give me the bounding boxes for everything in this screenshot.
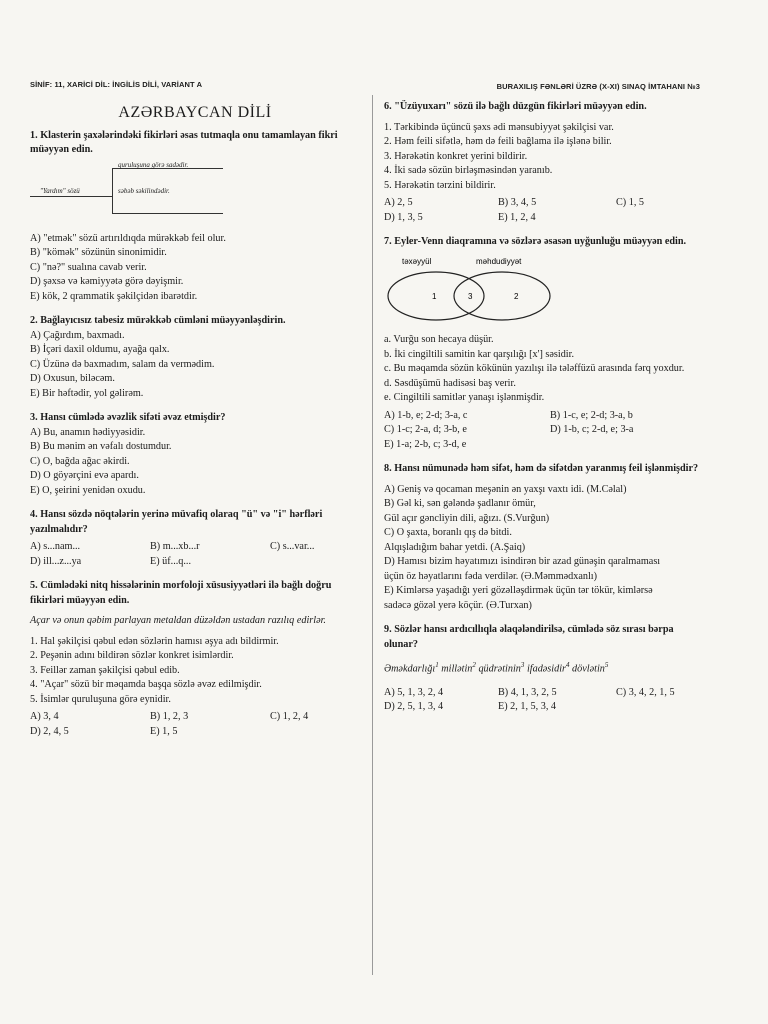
option[interactable]: D) 2, 5, 1, 3, 4 [384,701,444,713]
header-right: BURAXILIŞ FƏNLƏRİ ÜZRƏ (X-XI) SINAQ İMTAHANI №3 [496,82,700,91]
word: Əməkdarlığı [384,663,436,675]
option[interactable]: B) Bu mənim ən vəfalı dostumdur. [30,441,172,452]
option[interactable]: E) Bir həftədir, yol gəlirəm. [30,387,144,399]
word-number: 5 [604,661,609,669]
option[interactable]: C) "nə?" sualına cavab verir. [30,261,147,273]
option[interactable]: B) 4, 1, 3, 2, 5 [498,686,557,698]
question-4 [30,508,360,569]
option-continuation: sadəcə gözəl yerə köçür. (Ə.Turxan) [384,599,532,611]
options-grid [384,409,702,453]
option[interactable]: A) 2, 5 [384,197,413,208]
question-text: 4. Hansı sözdə nöqtələrin yerinə müvafiq olaraq "ü" və "i" hərfləri yazılmalıdır? [30,509,323,535]
cluster-scheme [30,162,360,224]
scheme-top-label: quruluşuna görə sadədir. [118,160,189,169]
option-continuation: üçün öz həyatlarını fəda verdilər. (Ə.Məmmədxanlı) [384,570,598,582]
word-number: 2 [472,661,476,669]
word-list [384,658,702,677]
column-divider [372,95,373,975]
options-grid [384,196,702,225]
subject-title: AZƏRBAYCAN DİLİ [118,104,272,121]
word: dövlətin [572,663,605,675]
statement: 1. Tərkibində üçüncü şəxs ədi mənsubiyyət şəkilçisi var. [384,121,614,133]
word-number: 1 [435,661,439,669]
question-3 [30,411,360,498]
option-continuation: Alqışladığım bahar yetdi. (A.Şaiq) [384,541,526,553]
option[interactable]: E) 1, 2, 4 [498,211,536,223]
statement: 5. Hərəkətin tərzini bildirir. [384,179,496,191]
option[interactable]: E) 1, 5 [150,725,178,737]
question-text: 3. Hansı cümlədə əvəzlik sifəti əvəz etmişdir? [30,412,226,423]
option[interactable]: A) 3, 4 [30,711,59,722]
option[interactable]: A) 1-b, e; 2-d; 3-a, c [384,409,468,421]
question-1 [30,129,360,305]
venn-left-label: təxəyyül [402,256,432,266]
word-number: 3 [520,661,525,669]
statement: a. Vurğu son hecaya düşür. [384,334,494,345]
word: qüdrətinin [478,663,521,675]
word: ifadəsidir [526,663,566,675]
option[interactable]: E) Kimlərsə yaşadığı yeri gözəlləşdirmək üçün tər tökür, kimlərsə [384,585,653,596]
header-left: SİNİF: 11, XARİCİ DİL: İNGİLİS DİLİ, VARİANT A [30,80,203,89]
question-intro: Açar və onun qəbim parlayan metaldan düzəldən ustadan razılıq edirlər. [30,615,326,626]
option[interactable]: C) 1-c; 2-a, d; 3-b, e [384,424,467,435]
option[interactable]: B) 3, 4, 5 [498,197,537,208]
statement: 1. Hal şəkilçisi qəbul edən sözlərin hamısı əşya adı bildirmir. [30,635,279,647]
option[interactable]: B) 1-c, e; 2-d; 3-a, b [550,409,633,421]
statement: 4. İki sadə sözün birləşməsindən yaranıb. [384,165,553,176]
option[interactable]: D) Hamısı bizim həyatımızı isindirən bir azad günəşin qaralmaması [384,556,661,567]
statement: 5. İsimlər quruluşuna görə eynidir. [30,693,171,705]
question-2 [30,314,360,401]
scheme-center [30,182,112,197]
question-text: 8. Hansı nümunədə həm sifət, həm də sifətdən yaranmış feil işlənmişdir? [384,463,699,474]
option[interactable]: D) ill...z...ya [30,555,82,567]
word: millətin [441,663,473,675]
option[interactable]: E) 1-a; 2-b, c; 3-d, e [384,438,467,450]
option[interactable]: D) Oxusun, biləcəm. [30,373,115,384]
statement: 2. Həm feili sifətlə, həm də feili bağlama ilə işlənə bilir. [384,136,612,147]
venn-region-3: 3 [468,291,473,301]
option[interactable]: C) O şaxta, boranlı qış də bitdi. [384,527,512,538]
option[interactable]: D) 2, 4, 5 [30,725,69,737]
options-grid [384,686,702,715]
option[interactable]: B) Gəl ki, sən gələndə şadlanır ömür, [384,498,536,509]
statement: 3. Hərəkətin konkret yerini bildirir. [384,150,528,162]
option[interactable]: D) şəxsə və kəmiyyətə görə dəyişmir. [30,276,184,287]
option[interactable]: E) 2, 1, 5, 3, 4 [498,701,557,713]
statement: 4. "Açar" sözü bir məqamda başqa sözlə əvəz edilmişdir. [30,679,262,690]
question-text: 6. "Üzüyuxarı" sözü ilə bağlı düzgün fikirləri müəyyən edin. [384,101,647,112]
right-column [384,100,702,725]
option-continuation: Gül açır gəncliyin dili, ağızı. (S.Vurğun) [384,512,550,524]
statement: d. Səsdüşümü hadisəsi baş verir. [384,377,516,389]
option[interactable]: E) kök, 2 qrammatik şəkilçidən ibarətdir. [30,290,198,302]
option[interactable]: A) s...nam... [30,541,81,552]
option[interactable]: D) O göyərçini evə apardı. [30,470,139,481]
scheme-bottom-label: səbəb səkilindədir. [118,186,170,195]
options-grid [30,540,360,569]
option[interactable]: E) O, şeirini yenidən oxudu. [30,484,146,496]
options-grid [30,710,360,739]
page-header [30,80,700,94]
option[interactable]: C) 3, 4, 2, 1, 5 [616,686,675,698]
question-text: 1. Klasterin şaxələrindəki fikirləri əsas tutmaqla onu tamamlayan fikri müəyyən edin. [30,129,338,155]
statement: e. Cingiltili samitlər yanaşı işlənmişdir. [384,392,545,403]
question-7 [384,235,702,452]
venn-region-2: 2 [514,291,519,301]
option[interactable]: C) 1, 5 [616,197,645,208]
question-9 [384,623,702,715]
question-text: 5. Cümlədəki nitq hissələrinin morfoloji xüsusiyyətləri ilə bağlı doğru fikirləri müəyyən edin. [30,580,332,606]
question-text: 7. Eyler-Venn diaqramına və sözlərə əsasən uyğunluğu müəyyən edin. [384,236,687,247]
option[interactable]: B) "kömək" sözünün sinonimidir. [30,247,167,258]
option[interactable]: E) üf...q... [150,555,192,567]
option[interactable]: B) 1, 2, 3 [150,711,189,722]
statement: 2. Peşənin adını bildirən sözlər konkret isimlərdir. [30,650,234,661]
question-6 [384,100,702,225]
statement: 3. Feillər zaman şəkilçisi qəbul edib. [30,664,180,676]
option[interactable]: A) 5, 1, 3, 2, 4 [384,686,444,698]
question-8 [384,462,702,613]
option[interactable]: D) 1-b, c; 2-d, e; 3-a [550,424,634,435]
word-number: 4 [566,661,570,669]
question-text: 9. Sözlər hansı ardıcıllıqla əlaqələndirilsə, cümlədə söz sırası bərpa olunar? [384,624,674,650]
option[interactable]: A) Bu, anamın hədiyyəsidir. [30,426,146,438]
venn-diagram [384,254,584,326]
option[interactable]: A) Geniş və qocaman meşənin ən yaxşı vaxtı idi. (M.Cəlal) [384,483,627,495]
question-text: 2. Bağlayıcısız tabesiz mürəkkəb cümləni müəyyənləşdirin. [30,315,286,326]
option[interactable]: D) 1, 3, 5 [384,211,423,223]
option[interactable]: B) İçəri daxil oldumu, ayağa qalx. [30,344,170,355]
option[interactable]: C) 1, 2, 4 [270,711,309,722]
venn-region-1: 1 [432,291,437,301]
question-5 [30,579,360,739]
statement: c. Bu məqamda sözün kökünün yazılışı ilə tələffüzü arasında fərq yoxdur. [384,363,685,374]
scheme-center-label: "Yardım" sözü [40,186,80,195]
option[interactable]: A) "etmək" sözü artırıldıqda mürəkkəb feil olur. [30,232,226,244]
option[interactable]: A) Çağırdım, baxmadı. [30,329,125,341]
venn-right-label: məhdudiyyət [476,256,522,266]
option[interactable]: C) O, bağda ağac əkirdi. [30,455,130,467]
option[interactable]: C) Üzünə də baxmadım, salam da vermədim. [30,358,215,370]
option[interactable]: B) m...xb...r [150,541,200,552]
statement: b. İki cingiltili samitin kar qarşılığı [x'] səsidir. [384,348,574,360]
option[interactable]: C) s...var... [270,541,315,552]
left-column [30,100,360,749]
